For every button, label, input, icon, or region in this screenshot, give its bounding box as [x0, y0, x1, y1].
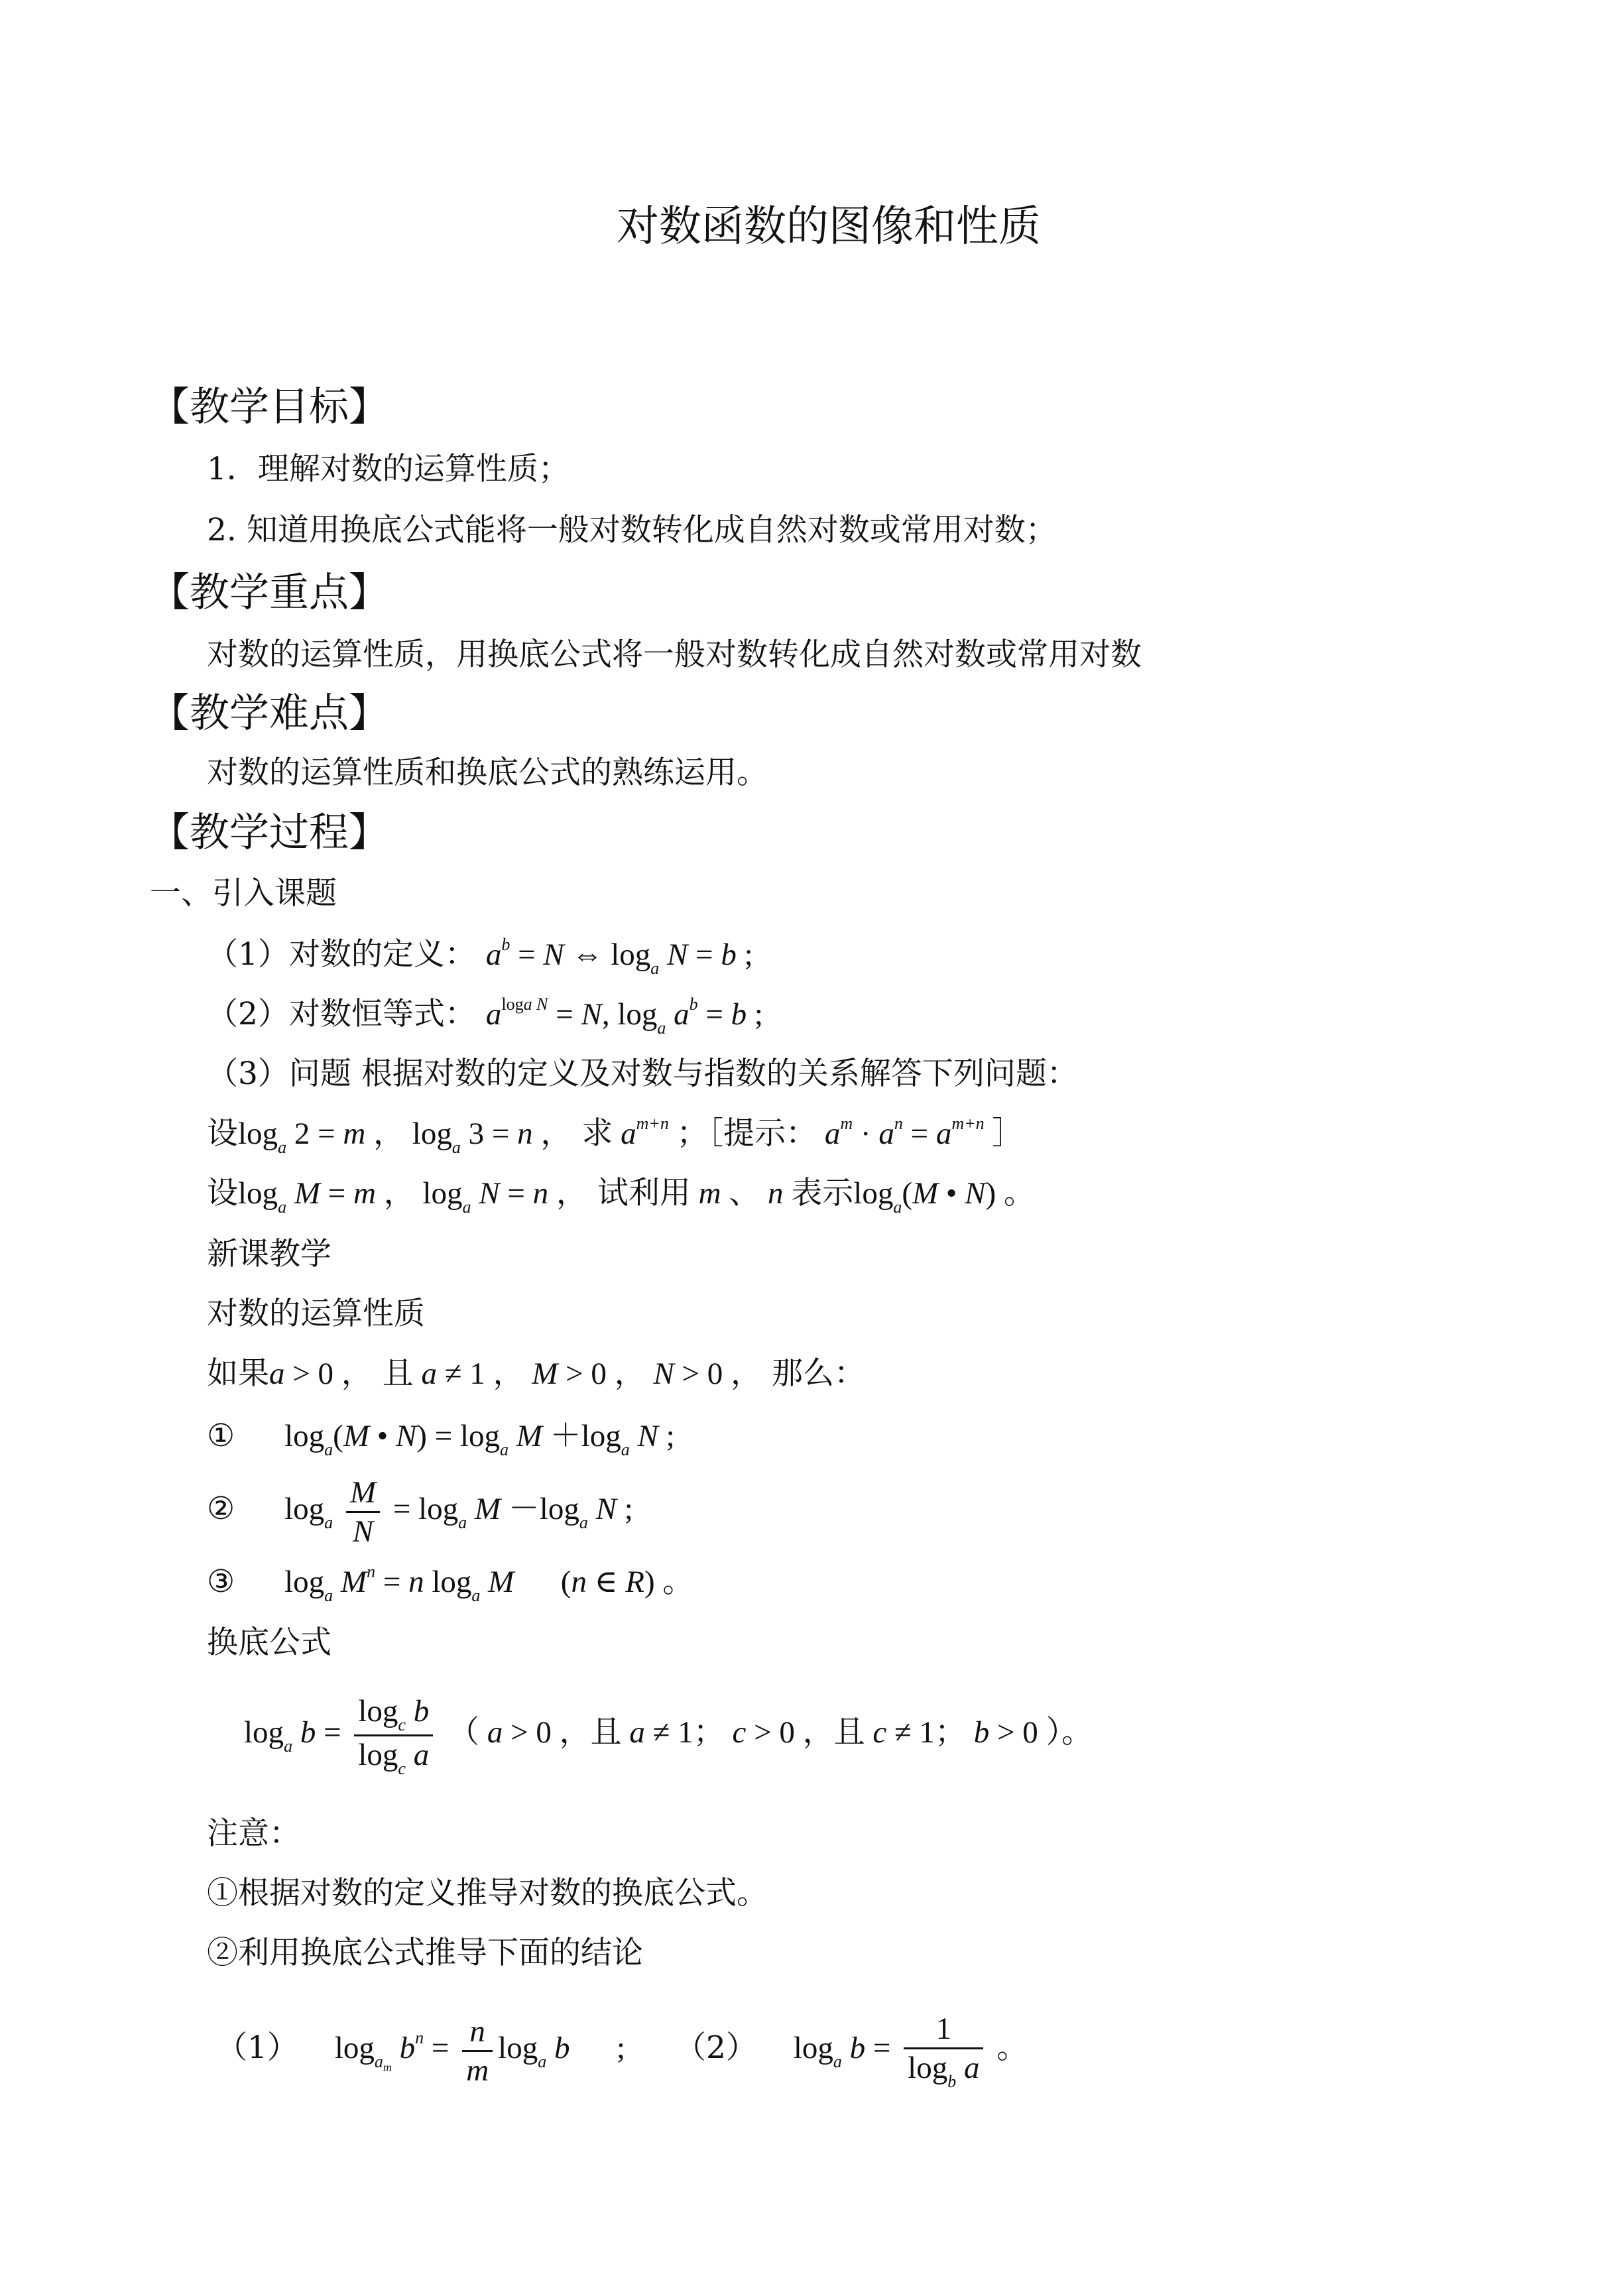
- q1-hint: ［提示：: [707, 1115, 817, 1152]
- change-base-title: 换底公式: [207, 1624, 331, 1661]
- note-label: 注意：: [207, 1815, 300, 1852]
- cond-a: a > 0 ，: [269, 1357, 373, 1391]
- q2-mid2: 表示: [791, 1175, 854, 1211]
- q2-prefix: 设: [207, 1175, 238, 1211]
- if-prefix: 如果: [207, 1355, 269, 1392]
- section-heading-key-points: 【教学重点】: [150, 570, 389, 616]
- property-2: [207, 1469, 633, 1553]
- definition-line: [207, 935, 753, 979]
- identity-label: （2）对数恒等式：: [207, 996, 476, 1032]
- identity-formula: $a^{loga}$ $^N$ = N, $\log_a a^b = b$ ;: [485, 995, 763, 1038]
- new-lesson-label: 新课教学: [207, 1236, 331, 1272]
- page-title: 对数函数的图像和性质: [617, 202, 1041, 251]
- if-then: 那么：: [772, 1355, 866, 1392]
- results-line: [216, 2005, 1028, 2097]
- property-3: [207, 1562, 693, 1606]
- fraction-1-over-log: $\frac{1}{\log_b a}$: [904, 2010, 983, 2091]
- goal-item-1: 1．理解对数的运算性质；: [207, 451, 570, 487]
- key-points-text: 对数的运算性质，用换底公式将一般对数转化成自然对数或常用对数: [207, 636, 1142, 673]
- q1-hint-formula: $a^m \cdot a^n = a^{m+n}$ ］: [824, 1114, 1024, 1151]
- property-1-formula: $\log_a(M$ • $N) = \log_a M +\log_a$ N ;: [284, 1419, 675, 1459]
- q2-mid: 试利用: [597, 1175, 691, 1211]
- and-word-2: 且: [833, 1714, 865, 1750]
- properties-title: 对数的运算性质: [207, 1296, 425, 1332]
- section-heading-process: 【教学过程】: [150, 810, 389, 856]
- condition-line: [207, 1354, 865, 1394]
- result-1-formula: $\log_{am} b^n$ = $\frac{n}{m}$ $\log_a b$ ;: [334, 2014, 626, 2088]
- part-1-heading: 一、引入课题: [150, 875, 337, 912]
- circled-3: ③: [207, 1563, 235, 1600]
- question-2-line: [207, 1174, 1035, 1218]
- definition-formula: $a^b = N$ ⇔ $\log_a N = b$ ;: [485, 935, 753, 978]
- question-1-line: [207, 1114, 1023, 1158]
- definition-label: （1）对数的定义：: [207, 936, 476, 973]
- property-3-formula: $\log_a M^n = n$ $\log_a M$ (n ∈ R) 。: [284, 1562, 694, 1605]
- difficulties-text: 对数的运算性质和换底公式的熟练运用。: [207, 755, 768, 791]
- circled-2: ②: [207, 1490, 235, 1527]
- property-2-formula: $\log_a$ $\frac{M}{N}$ = $\log_a M -\log_a$ N ;: [284, 1475, 633, 1549]
- q1-formula: $\log_a 2 = m$ ， $\log_a 3 = n$ ，: [238, 1117, 572, 1157]
- property-1: [207, 1416, 675, 1461]
- cond-rest: a ≠ 1 ， M > 0 ， N > 0 ，: [421, 1357, 762, 1391]
- q2-vars: m 、 n: [698, 1176, 784, 1211]
- change-base-formula: $\log_a b$ = $\frac{\log_c b}{\log_c a}$: [244, 1715, 438, 1750]
- if-and: 且: [382, 1355, 414, 1392]
- change-base-cond-2: a ≠ 1； c > 0 ，: [629, 1715, 834, 1750]
- q1-target: $a^{m+n}$ ；: [621, 1114, 708, 1151]
- result-2-formula: $\log_a b$ = $\frac{1}{\log_b a}$ 。: [793, 2012, 1028, 2092]
- section-heading-difficulties: 【教学难点】: [150, 690, 389, 737]
- change-base-cond-1: （ a > 0 ，: [448, 1715, 591, 1750]
- q2-target: $\log_a(M$ • N) 。: [853, 1176, 1035, 1217]
- section-heading-goals: 【教学目标】: [150, 384, 389, 430]
- q2-formula: $\log_a M = m$ ， $\log_a N = n$ ，: [238, 1176, 587, 1217]
- identity-line: [207, 995, 763, 1039]
- note-2: ②利用换底公式推导下面的结论: [207, 1935, 643, 1971]
- q1-ask: 求: [581, 1115, 613, 1152]
- q1-prefix: 设: [207, 1115, 238, 1152]
- question-label: （3）问题 根据对数的定义及对数与指数的关系解答下列问题：: [207, 1056, 1078, 1092]
- fraction-m-over-n: $\frac{M}{N}$: [346, 1474, 380, 1550]
- fraction-n-over-m: $\frac{n}{m}$: [462, 2013, 493, 2089]
- fraction-change-base: $\frac{\log_c b}{\log_c a}$: [354, 1693, 433, 1778]
- change-base-formula-line: [244, 1689, 1093, 1780]
- change-base-cond-3: c ≠ 1； b > 0 ）。: [872, 1715, 1093, 1750]
- note-1: ①根据对数的定义推导对数的换底公式。: [207, 1875, 768, 1911]
- result-label-1: （1）: [216, 2029, 298, 2066]
- and-word-1: 且: [590, 1714, 622, 1750]
- goal-item-2: 2. 知道用换底公式能将一般对数转化成自然对数或常用对数；: [207, 512, 1057, 548]
- result-label-2: （2）: [674, 2029, 757, 2066]
- circled-1: ①: [207, 1418, 235, 1454]
